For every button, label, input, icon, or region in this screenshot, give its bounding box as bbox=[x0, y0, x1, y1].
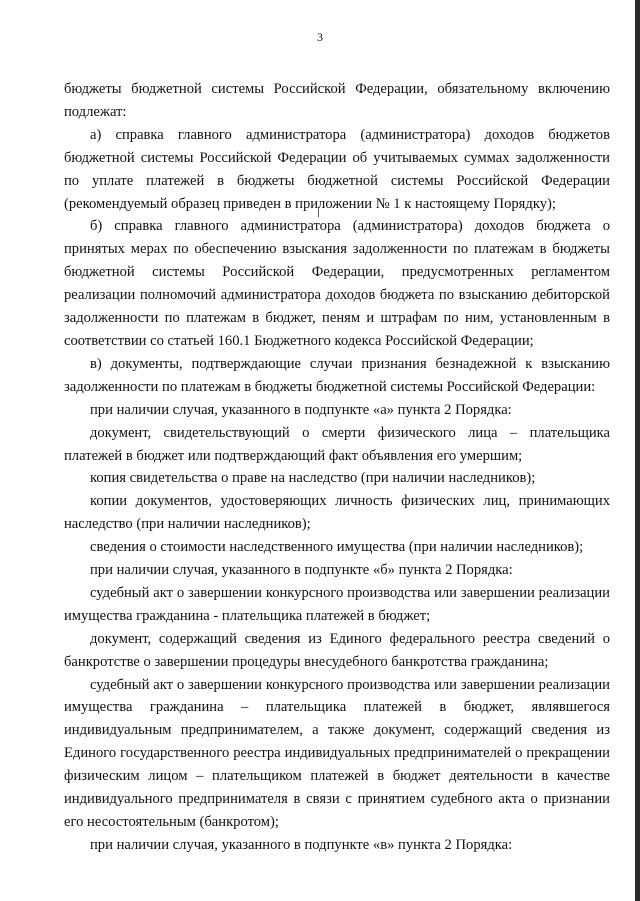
paragraph-case-b-heading: при наличии случая, указанного в подпункте «б» пункта 2 Порядка: bbox=[90, 562, 513, 579]
paragraph-continuation: бюджеты бюджетной системы Российской Федерации, обязательному включению подлежат: bbox=[64, 81, 610, 120]
paragraph-court-act-entrepreneur: судебный акт о завершении конкурсного производства или завершении реализации имущества гражданина – плательщика платежей в бюджет, являвшегося индивидуальным предпринимателем, а также документ, содержащий сведения из Единого государственного реестра индивидуальных предпринимателей о прекращении физическим лицом – плательщиком платежей в бюджет деятельности в качестве индивидуального предпринимателя в связи с принятием судебного акта о признании его несостоятельным (банкротом); bbox=[64, 676, 610, 830]
paragraph-item-v: в) документы, подтверждающие случаи признания безнадежной к взысканию задолженности по платежам в бюджеты бюджетной системы Российской Федерации: bbox=[64, 355, 610, 395]
paragraph-inheritance-value: сведения о стоимости наследственного имущества (при наличии наследников); bbox=[90, 539, 584, 556]
paragraph-case-a-heading: при наличии случая, указанного в подпункте «а» пункта 2 Порядка: bbox=[90, 401, 512, 418]
paragraph-item-a: а) справка главного администратора (администратора) доходов бюджетов бюджетной системы Российской Федерации об учитываемых суммах задолженности по уплате платежей в бюджеты бюджетной системы Российской Федерации (рекомендуемый образец приведен в приложении № 1 к настоящему Порядку); bbox=[64, 126, 610, 212]
page-number: 3 bbox=[317, 30, 323, 44]
document-body bbox=[64, 78, 610, 857]
paragraph-case-v-heading: при наличии случая, указанного в подпункте «в» пункта 2 Порядка: bbox=[90, 836, 513, 853]
paragraph-death-document: документ, свидетельствующий о смерти физического лица – плательщика платежей в бюджет или подтверждающий факт объявления его умершим; bbox=[64, 424, 610, 464]
paragraph-inheritance-certificate: копия свидетельства о праве на наследство (при наличии наследников); bbox=[90, 470, 536, 487]
paragraph-heir-id-copies: копии документов, удостоверяющих личность физических лиц, принимающих наследство (при наличии наследников); bbox=[64, 493, 610, 533]
paragraph-court-act: судебный акт о завершении конкурсного производства или завершении реализации имущества гражданина - плательщика платежей в бюджет; bbox=[64, 584, 610, 624]
paragraph-item-b: б) справка главного администратора (администратора) доходов бюджета о принятых мерах по обеспечению взыскания задолженности по платежам в бюджеты бюджетной системы Российской Федерации, предусмотренных регламентом реализации полномочий администратора доходов бюджета по взысканию дебиторской задолженности по платежам в бюджет, пеням и штрафам по ним, установленным в соответствии со статьей 160.1 Бюджетного кодекса Российской Федерации; bbox=[64, 218, 610, 349]
scan-edge-border bbox=[635, 0, 640, 901]
paragraph-bankruptcy-register: документ, содержащий сведения из Единого федерального реестра сведений о банкротстве о завершении процедуры внесудебного банкротства гражданина; bbox=[64, 630, 610, 670]
